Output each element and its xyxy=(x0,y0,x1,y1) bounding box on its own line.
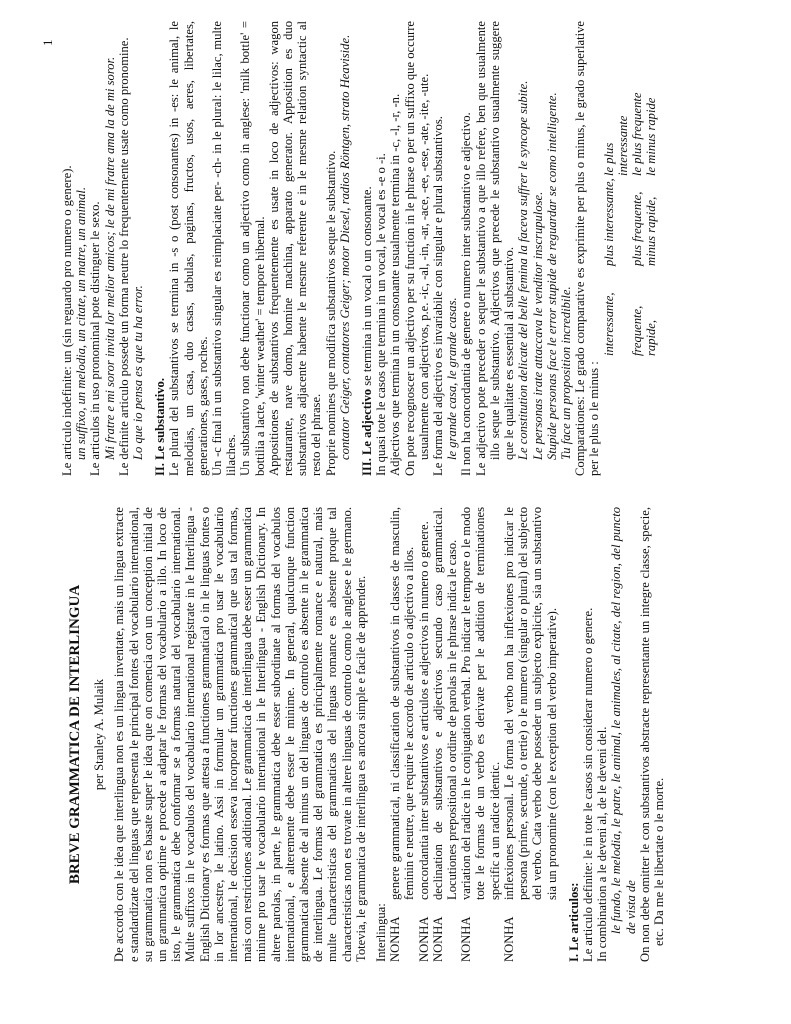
adjectivo-invariabile: Le forma del adjectivo es invariabile con singular e plural substantivos. xyxy=(431,116,446,476)
adjectivo-heading-label: III. Le adjectivo xyxy=(360,388,375,476)
substantivo-apposition: Appositiones de substantivos frequentemente es usate in loco de adjectivos: wagon restaurante, nave domo, homine machina, apparato generator. Apposition es duo substantivos adjacente habente le mesme referente e in le mesme relation syntactic al resto del phrase. xyxy=(266,21,324,476)
adjectivo-concordantia: Il non ha concordantia de genere o numero inter substantivo e adjectivo. xyxy=(459,112,474,476)
comp-cell: le plus interessante xyxy=(601,115,630,176)
articulo-example: le fundo, le melodia, le patre, le animal, le animales, al citate, del region, del puncto de vista de xyxy=(609,507,638,934)
nonha-key: NONHA xyxy=(388,916,403,962)
comp-cell: rapide, xyxy=(644,319,659,356)
proprie-nomines: Proprie nomines que modifica substantivos seque le substantivo. xyxy=(323,150,338,476)
articulo-indefinite: Le articulo indefinite: un (sin reguardo pro numero o genere). xyxy=(60,165,74,476)
articulo-neutre-example: Lo que io pensa es que tu ha error. xyxy=(131,285,146,460)
substantivo-plural: Le plural del substantivos se termina in -s o (post consonantes) in -es: le animal, le melodias, un casa, duo casas, tabulas, paginas, fructos, usos, aeres, libertates, generationes, gases, roches. xyxy=(167,21,210,476)
comparationes-table xyxy=(602,21,659,356)
nonha-key: NONHA xyxy=(501,916,516,962)
proprie-nomines-example: contator Geiger, contatores Geiger; motor Diesel, radios Röntgen, strato Heaviside. xyxy=(337,34,352,460)
intro-paragraph: De accordo con le idea que interlingua non es un lingua inventate, mais un lingua extracte e standardizate del linguas que representa le principal fontes del vocabulario international, su grammatica non es basate super le idea que on comencia con un conception initial de un grammatica optime e procede a adaptar le formas del vocabulario a illo. In loco de isto, le grammatica debe conformar se a formas natural del vocabulario international. Multe suffixos in le vocabulos del vocabulario international registrate in le Interlingua - English Dictionary es formas que attesta a functiones grammatical o in le linguas fontes o in lor ancestre, le latino. Assi in formular un grammatica pro usar le vocabulario international, le decision esseva incorporar functiones grammatical que usa tal formas, mais con restrictiones additional. Le grammatica de interlingua debe esser un grammatica minime pro usar le vocabulario international in le Interlingua - English Dictionary. In altere parolas, in parte, le grammatica debe esser subordinate al formas del vocabulos international, e alteremente debe esser le minime. In general, qualcunque function grammatical absente de al minus un del linguas de controlo es absente in le grammatica de interlingua. Le formas del grammatica es principalmente romance e natural, mais multe characteristicas del grammaticas del linguas romance es absente proque tal characteristicas non es trovate in altere linguas de controlo como le anglese e le germano. Totevia, le grammatica de interlingua es ancora simple e facile de apprender. xyxy=(112,507,368,962)
comp-cell: le plus frequente xyxy=(629,92,644,176)
comparationes-paragraph: Comparationes: Le grado comparative es exprimite per plus o minus, le grado superlative per le plus o le minus : xyxy=(573,21,602,476)
articulo-pronominal: Le articulos in uso pronominal pote distinguer le sexo. xyxy=(88,201,103,476)
adjectivo-example-4: Tu face un proposition incredibile. xyxy=(558,286,573,460)
nonha-item xyxy=(388,507,416,962)
section-heading-articulos: I. Le articulos: xyxy=(566,882,581,962)
page-number: 1 xyxy=(40,39,55,46)
nonha-value: genere grammatical, ni classification de substantivos in classes de masculin, feminin e neutre, que require le accordo de articulo o adjectivo a illos. xyxy=(388,507,417,900)
nonha-key: NONHA xyxy=(416,916,431,962)
adjectivo-position: Le adjectivo pote preceder o sequer le substantivo a que illo refere, ben que usualmente illo seque le substantivo. Adjectivos que precede le substantivo usualmente suggere que le qualitate es essential al substantivo. xyxy=(473,21,517,476)
nonha-value: variation del radice in le conjugation verbal. Pro indicar le tempore o le modo tote le formas de un verbo es derivate per le addition de terminationes specific a un radice identic. xyxy=(459,507,502,900)
left-column xyxy=(60,507,666,962)
nonha-key: NONHA xyxy=(459,916,474,962)
section-heading-substantivo: II. Le substantivo. xyxy=(153,378,168,476)
articulo-neutre: Le definite articulo possede un forma neutre lo frequentemente usate como pronomine. xyxy=(116,37,131,476)
combination-paragraph: In combination a le deveni al, de le deveni del. xyxy=(595,726,610,962)
nonha-value: concordantia inter substantivos e articulos e adjectivos in numero o genere. xyxy=(416,521,431,900)
nonha-item xyxy=(417,507,431,962)
articulo-definite-paragraph: Le articulo definite: le in tote le casos sin considerar numero o genere. xyxy=(580,607,595,962)
nonha-intro: Interlingua: xyxy=(374,903,389,962)
substantivo-adjectivo: Un substantivo non debe functionar como un adjectivo como in anglese: 'milk bottle' = bottilia a lacte, 'winter weather' = tempore hibernal. xyxy=(238,21,267,476)
document-title: BREVE GRAMMATICA DE INTERLINGUA xyxy=(67,584,83,885)
right-column xyxy=(60,21,658,476)
nonha-value: declination de substantivos e adjectivos secundo caso grammatical. Locutiones prepositional o ordine de parolas in le phrase indica le caso. xyxy=(430,507,460,900)
nonha-key: NONHA xyxy=(430,916,445,962)
adjectivo-example-1: Le constitution delicate del belle femina la faceva suffrer le syncope subite. xyxy=(516,80,531,460)
adjectivo-consonante: Adjectivos que termina in un consonante usualmente termina in -c, -l, -r, -n. xyxy=(388,93,403,476)
adjectivo-suffixos: On pote recognoscer un adjectivo per su function in le phrase o per un suffixo que occurre usualmente con adjectivos, p.e. -ic, -al, -in, -ar, -ace, -ee, -ese, -ate, -ite, -ute. xyxy=(402,21,431,476)
author-line: per Stanley A. Mulaik xyxy=(92,678,107,791)
adjectivo-invariabile-example: le grande casa, le grande casas. xyxy=(445,297,460,460)
adjectivo-vocal: In quasi tote le casos que termina in un vocal, le vocal es -e o -i. xyxy=(374,153,389,476)
omission-paragraph: On non debe omitter le con substantivos abstracte representante un integre classe, specie, etc. Da me le libertate o le morte. xyxy=(637,507,666,962)
comp-cell: minus rapide, xyxy=(644,196,659,266)
nonha-item xyxy=(459,507,502,962)
adjectivo-intro: se termina in un vocal o un consonante. xyxy=(360,186,375,386)
adjectivo-example-3: Stupide personas face le error stupide de reguardar se como intelligente. xyxy=(544,92,559,460)
comp-cell: plus interessante, xyxy=(601,178,616,266)
nonha-value: inflexiones personal. Le forma del verbo non ha inflexiones pro indicar le persona (prime, secunde, o tertie) o le numero (singular o plural) del subjecto del verbo. Cata verbo debe posseder un subjecto explicite, sia un substantivo sia un pronomine (con le exception del verbo imperative). xyxy=(501,507,559,900)
articulo-indefinite-example: un suffixo, un melodia, un citate, un matre, un animal. xyxy=(74,186,89,460)
comp-cell: le minus rapide xyxy=(644,97,659,176)
comp-cell: frequente, xyxy=(629,305,644,356)
section-heading-adjectivo xyxy=(360,21,374,476)
articulo-pronominal-example: Mi fratre e mi soror invita lor melior amicos; le de mi fratre ama la de mi soror. xyxy=(102,56,117,460)
comp-cell: interessante, xyxy=(601,292,616,356)
nonha-item xyxy=(502,507,559,962)
comp-cell: plus frequente, xyxy=(629,191,644,266)
substantivo-c-final: Un -c final in un substantivo singular es reimplaciate per- -ch- in le plural: le lilac, multe lilaches. xyxy=(210,21,239,476)
adjectivo-example-2: Le personas irate attaccava le venditor inscrupulose. xyxy=(530,191,545,460)
nonha-item xyxy=(431,507,459,962)
nonha-list xyxy=(388,507,558,962)
